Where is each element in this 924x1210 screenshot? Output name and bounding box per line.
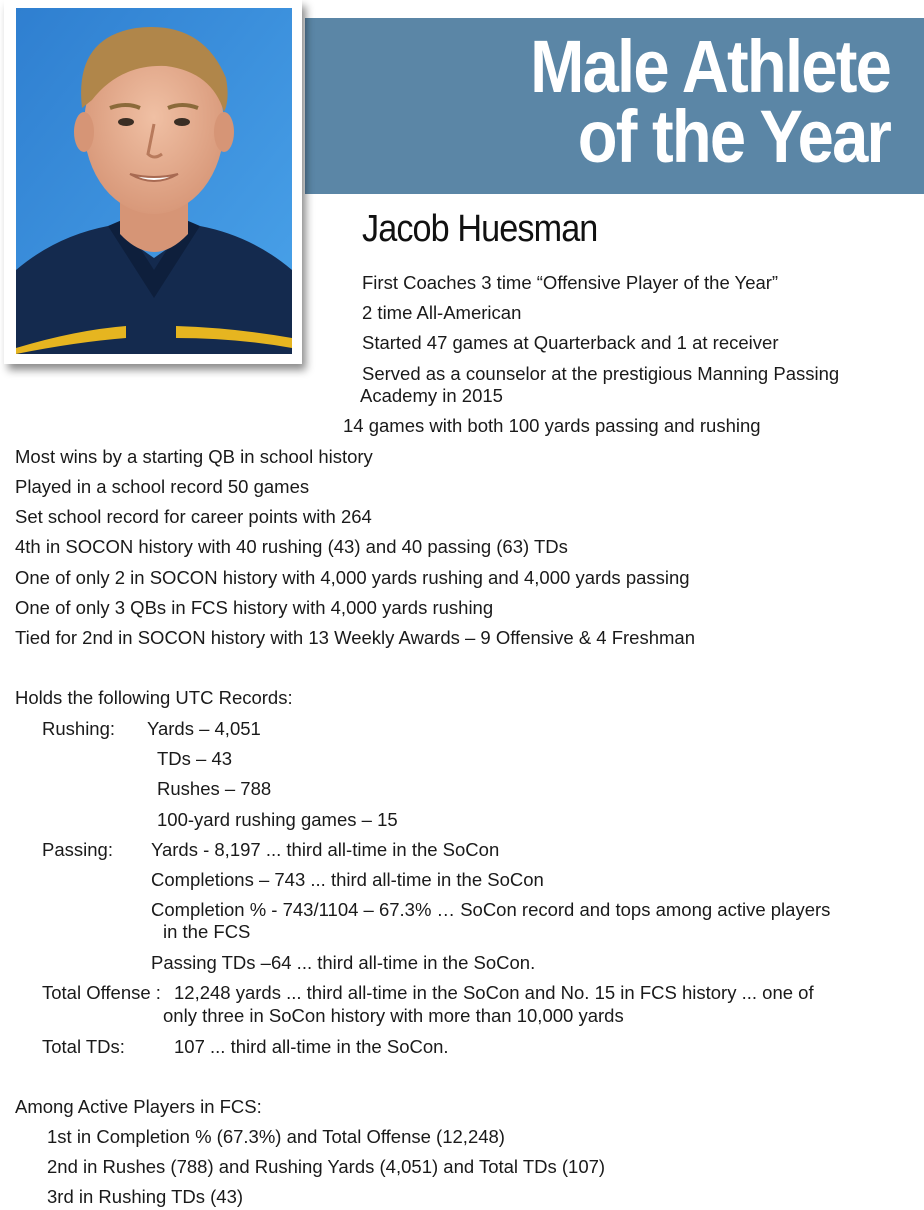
total-offense-label: Total Offense : [42, 982, 161, 1003]
active-item: 1st in Completion % (67.3%) and Total Offense (12,248) [47, 1126, 505, 1147]
passing-record-cont: in the FCS [163, 921, 251, 942]
rushing-record: Rushes – 788 [157, 778, 272, 799]
passing-label: Passing: [42, 839, 113, 860]
title-line-2: of the Year [577, 95, 890, 178]
total-tds-label: Total TDs: [42, 1036, 125, 1057]
total-offense-record: 12,248 yards ... third all-time in the SoCon and No. 15 in FCS history ... one of [174, 982, 814, 1003]
title-banner [305, 18, 924, 194]
highlight-item: 2 time All-American [362, 302, 522, 323]
active-heading: Among Active Players in FCS: [15, 1096, 262, 1117]
highlight-item: 4th in SOCON history with 40 rushing (43) and 40 passing (63) TDs [15, 536, 568, 557]
rushing-record: TDs – 43 [157, 748, 233, 769]
athlete-name: Jacob Huesman [362, 208, 598, 250]
active-item: 2nd in Rushes (788) and Rushing Yards (4,051) and Total TDs (107) [47, 1156, 606, 1177]
highlight-item: One of only 3 QBs in FCS history with 4,000 yards rushing [15, 597, 494, 618]
highlight-item: Started 47 games at Quarterback and 1 at receiver [362, 332, 779, 353]
passing-record: Completion % - 743/1104 – 67.3% … SoCon record and tops among active players [151, 899, 831, 920]
total-offense-record-cont: only three in SoCon history with more than 10,000 yards [163, 1005, 624, 1026]
athlete-photo [16, 8, 292, 354]
highlight-item: Served as a counselor at the prestigious Manning Passing [362, 363, 840, 384]
total-tds-record: 107 ... third all-time in the SoCon. [174, 1036, 449, 1057]
highlight-item: First Coaches 3 time “Offensive Player of the Year” [362, 272, 779, 293]
rushing-label: Rushing: [42, 718, 116, 739]
highlight-item: Set school record for career points with 264 [15, 506, 372, 527]
rushing-record: Yards – 4,051 [147, 718, 261, 739]
page-title [529, 25, 890, 178]
passing-record: Yards - 8,197 ... third all-time in the SoCon [151, 839, 500, 860]
highlight-item: Played in a school record 50 games [15, 476, 310, 497]
athlete-photo-frame [4, 0, 302, 364]
highlight-item-cont: Academy in 2015 [360, 385, 503, 406]
passing-record: Completions – 743 ... third all-time in the SoCon [151, 869, 544, 890]
highlight-item: One of only 2 in SOCON history with 4,000 yards rushing and 4,000 yards passing [15, 567, 690, 588]
active-item: 3rd in Rushing TDs (43) [47, 1186, 244, 1207]
title-line-1: Male Athlete [529, 25, 890, 108]
highlight-item: Tied for 2nd in SOCON history with 13 Weekly Awards – 9 Offensive & 4 Freshman [15, 627, 696, 648]
passing-record: Passing TDs –64 ... third all-time in the SoCon. [151, 952, 536, 973]
highlight-item: Most wins by a starting QB in school history [15, 446, 373, 467]
records-heading: Holds the following UTC Records: [15, 687, 293, 708]
highlight-item: 14 games with both 100 yards passing and rushing [343, 415, 761, 436]
rushing-record: 100-yard rushing games – 15 [157, 809, 398, 830]
